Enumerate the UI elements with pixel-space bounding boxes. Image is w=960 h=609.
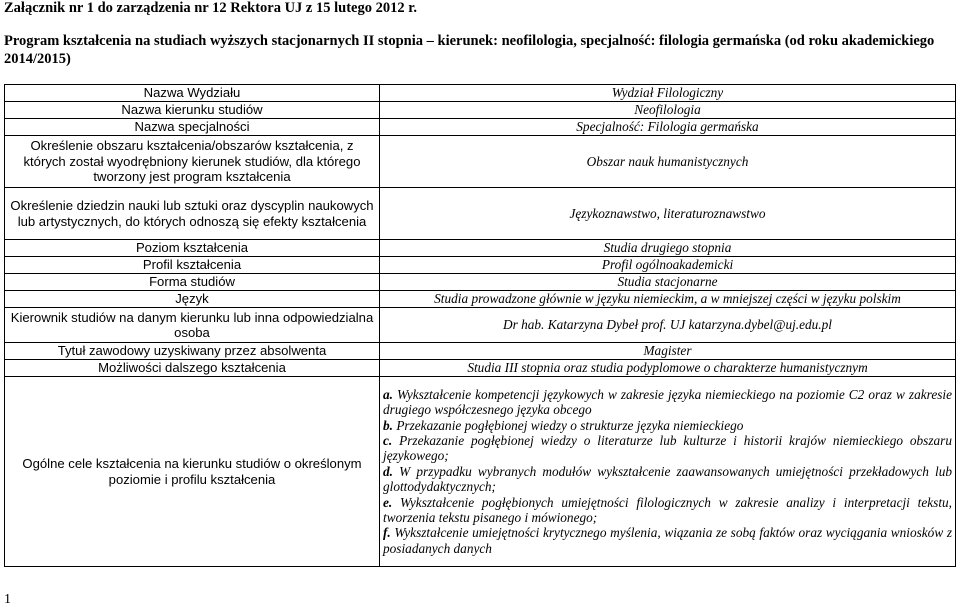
row-label: Nazwa specjalności	[5, 119, 380, 136]
row-value: Studia III stopnia oraz studia podyplomowe o charakterze humanistycznym	[380, 360, 956, 377]
table-row	[5, 188, 956, 240]
goal-item	[383, 387, 952, 418]
program-table	[4, 84, 956, 567]
row-label: Poziom kształcenia	[5, 240, 380, 257]
row-value: Specjalność: Filologia germańska	[380, 119, 956, 136]
row-label: Kierownik studiów na danym kierunku lub inna odpowiedzialna osoba	[5, 308, 380, 343]
table-row	[5, 136, 956, 188]
row-value: Wydział Filologiczny	[380, 85, 956, 102]
goal-text: Przekazanie pogłębionej wiedzy o literaturze lub kulturze i historii krajów niemieckiego obszaru językowego;	[383, 432, 952, 464]
row-value: Studia prowadzone głównie w języku niemieckim, a w mniejszej części w języku polskim	[380, 291, 956, 308]
table-row	[5, 240, 956, 257]
goal-letter: c.	[383, 432, 393, 448]
goal-text: Wykształcenie pogłębionych umiejętności filologicznych w zakresie analizy i interpretacji tekstu, tworzenia tekstu pisanego i mówionego;	[383, 494, 952, 526]
row-value: Neofilologia	[380, 102, 956, 119]
goal-letter: d.	[383, 463, 393, 479]
table-row	[5, 102, 956, 119]
manager-text: Dr hab. Katarzyna Dybeł prof. UJ katarzyna.dybel@uj.edu.pl	[503, 317, 832, 333]
row-value: Językoznawstwo, literaturoznawstwo	[380, 188, 956, 240]
row-label: Język	[5, 291, 380, 308]
table-row	[5, 377, 956, 567]
goal-item	[383, 495, 952, 526]
goal-letter: b.	[383, 417, 393, 433]
row-label: Określenie dziedzin nauki lub sztuki oraz dyscyplin naukowych lub artystycznych, do których odnoszą się efekty kształcenia	[5, 188, 380, 240]
goals-list	[380, 377, 956, 567]
page-number: 1	[4, 592, 11, 607]
goal-letter: e.	[383, 494, 393, 510]
table-row	[5, 274, 956, 291]
row-label: Tytuł zawodowy uzyskiwany przez absolwenta	[5, 343, 380, 360]
program-title: Program kształcenia na studiach wyższych stacjonarnych II stopnia – kierunek: neofilologia, specjalność: filologia germańska (od roku akademickiego 2014/2015)	[4, 33, 935, 67]
row-label: Nazwa kierunku studiów	[5, 102, 380, 119]
goal-letter: a.	[383, 386, 393, 402]
row-label: Profil kształcenia	[5, 257, 380, 274]
row-value: Obszar nauk humanistycznych	[380, 136, 956, 188]
goal-item	[383, 525, 952, 556]
goals-label: Ogólne cele kształcenia na kierunku studiów o określonym poziomie i profilu kształcenia	[5, 377, 380, 567]
row-value: Magister	[380, 343, 956, 360]
goal-item	[383, 464, 952, 495]
row-label: Forma studiów	[5, 274, 380, 291]
goal-text: Wykształcenie umiejętności krytycznego myślenia, wiązania ze sobą faktów oraz wyciągania wniosków z posiadanych danych	[383, 525, 952, 556]
row-value: Studia drugiego stopnia	[380, 240, 956, 257]
table-row	[5, 308, 956, 343]
goal-letter: f.	[383, 525, 391, 541]
goal-text: Wykształcenie kompetencji językowych w zakresie języka niemieckiego na poziomie C2 oraz w zakresie drugiego współczesnego języka obcego	[383, 386, 952, 418]
goal-item	[383, 433, 952, 464]
row-label: Możliwości dalszego kształcenia	[5, 360, 380, 377]
table-row	[5, 119, 956, 136]
goal-item	[383, 418, 952, 433]
table-row	[5, 360, 956, 377]
attachment-header: Załącznik nr 1 do zarządzenia nr 12 Rektora UJ z 15 lutego 2012 r.	[4, 0, 417, 16]
row-value: Profil ogólnoakademicki	[380, 257, 956, 274]
row-value: Studia stacjonarne	[380, 274, 956, 291]
manager-value	[380, 308, 956, 343]
row-label: Nazwa Wydziału	[5, 85, 380, 102]
table-row	[5, 257, 956, 274]
row-label: Określenie obszaru kształcenia/obszarów kształcenia, z których został wyodrębniony kierunek studiów, dla którego tworzony jest program kształcenia	[5, 136, 380, 188]
goal-text: Przekazanie pogłębionej wiedzy o strukturze języka niemieckiego	[396, 417, 744, 433]
table-row	[5, 85, 956, 102]
table-row	[5, 291, 956, 308]
goal-text: W przypadku wybranych modułów wykształcenie zaawansowanych umiejętności przekładowych lub glottodydaktycznych;	[383, 463, 953, 495]
table-row	[5, 343, 956, 360]
